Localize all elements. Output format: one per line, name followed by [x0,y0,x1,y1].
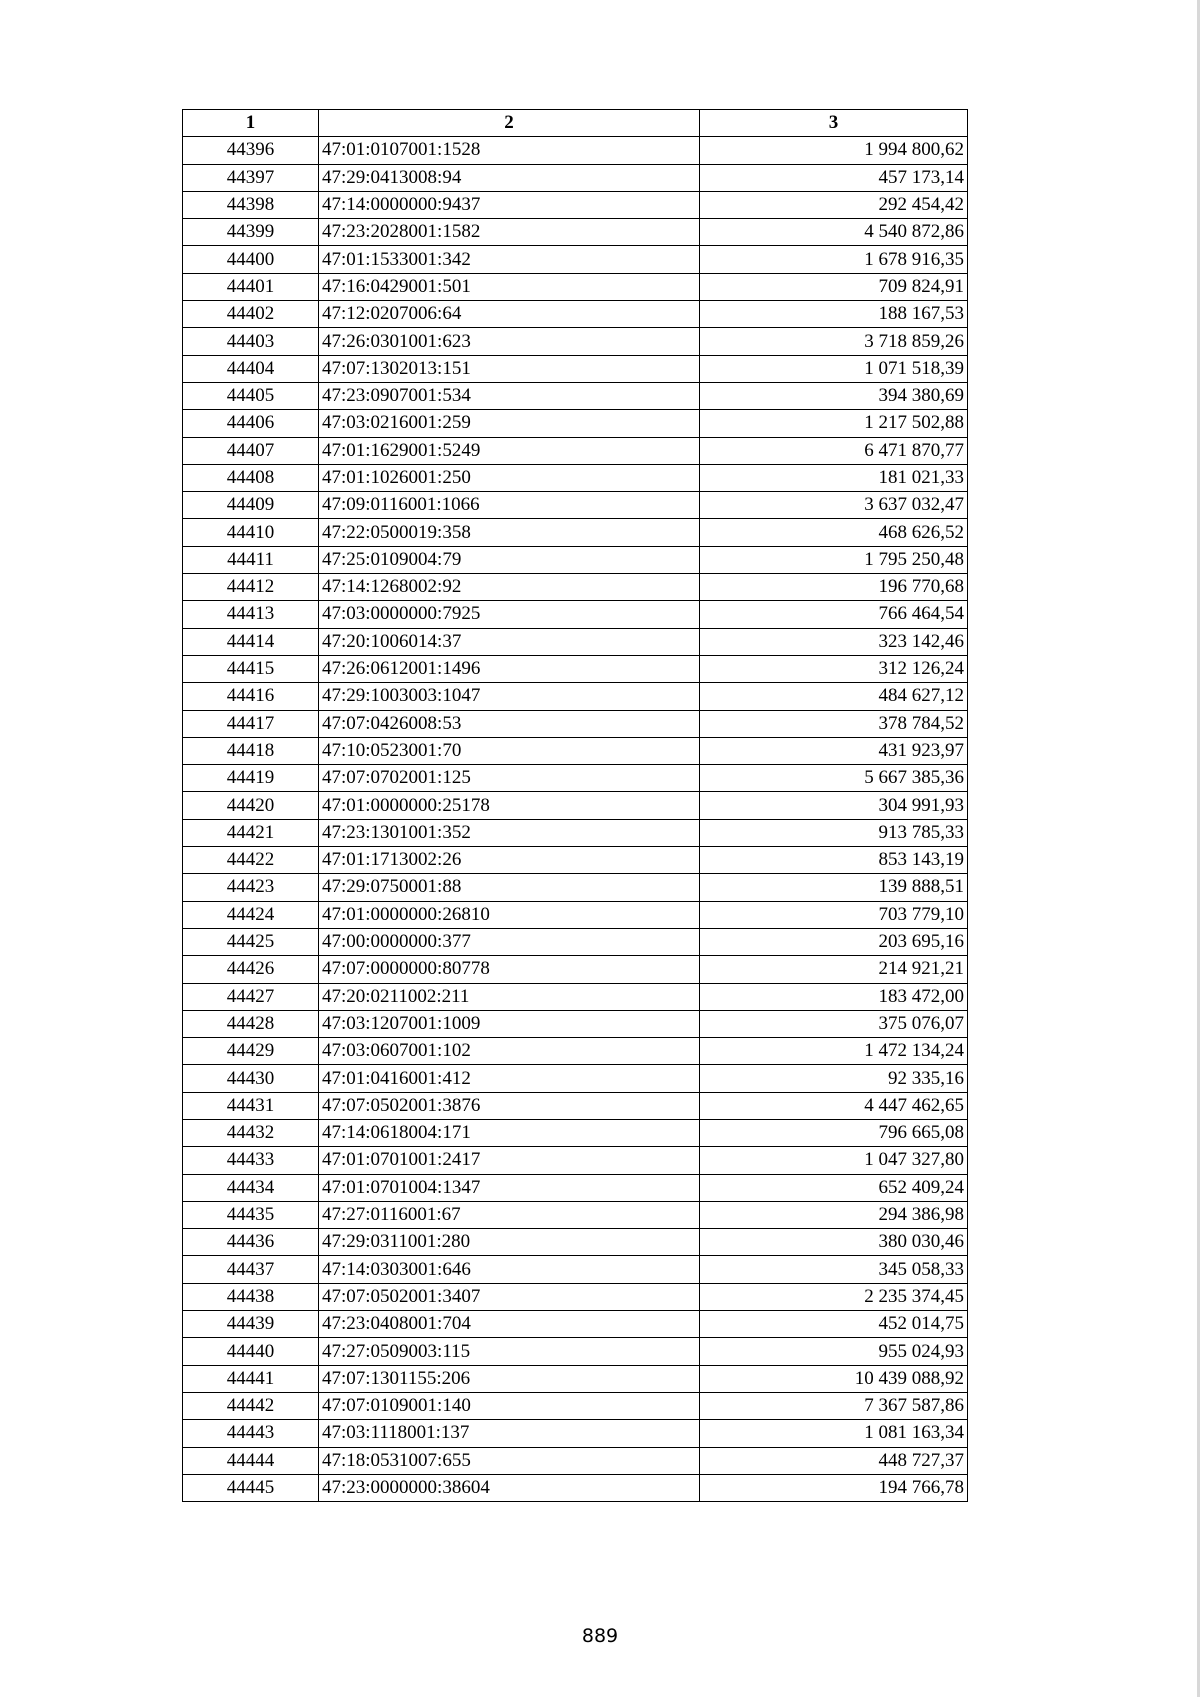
table-row [183,1119,968,1146]
table-row [183,137,968,164]
table-row [183,792,968,819]
value-cell: 312 126,24 [700,655,968,682]
table-row [183,901,968,928]
cadastral-number-cell: 47:23:1301001:352 [319,819,700,846]
table-row [183,328,968,355]
cadastral-number-cell: 47:23:2028001:1582 [319,219,700,246]
row-number-cell: 44444 [183,1447,319,1474]
table-row [183,983,968,1010]
table-row [183,410,968,437]
table-row [183,928,968,955]
cadastral-number-cell: 47:25:0109004:79 [319,546,700,573]
value-cell: 323 142,46 [700,628,968,655]
row-number-cell: 44408 [183,464,319,491]
value-cell: 4 447 462,65 [700,1092,968,1119]
column-header-3: 3 [700,110,968,137]
page-number: 889 [581,1625,619,1647]
row-number-cell: 44399 [183,219,319,246]
value-cell: 7 367 587,86 [700,1392,968,1419]
row-number-cell: 44426 [183,956,319,983]
value-cell: 394 380,69 [700,382,968,409]
table-row [183,655,968,682]
row-number-cell: 44421 [183,819,319,846]
value-cell: 652 409,24 [700,1174,968,1201]
row-number-cell: 44417 [183,710,319,737]
row-number-cell: 44414 [183,628,319,655]
table-row [183,1447,968,1474]
table-row [183,956,968,983]
cadastral-number-cell: 47:03:0607001:102 [319,1038,700,1065]
cadastral-number-cell: 47:03:0000000:7925 [319,601,700,628]
value-cell: 10 439 088,92 [700,1365,968,1392]
table-row [183,492,968,519]
row-number-cell: 44425 [183,928,319,955]
value-cell: 345 058,33 [700,1256,968,1283]
value-cell: 304 991,93 [700,792,968,819]
value-cell: 913 785,33 [700,819,968,846]
value-cell: 183 472,00 [700,983,968,1010]
cadastral-number-cell: 47:14:0303001:646 [319,1256,700,1283]
value-cell: 1 678 916,35 [700,246,968,273]
table-row [183,628,968,655]
cadastral-number-cell: 47:16:0429001:501 [319,273,700,300]
table-row [183,847,968,874]
cadastral-number-cell: 47:07:0702001:125 [319,765,700,792]
value-cell: 955 024,93 [700,1338,968,1365]
table-row [183,273,968,300]
cadastral-number-cell: 47:27:0116001:67 [319,1201,700,1228]
cadastral-number-cell: 47:29:0311001:280 [319,1229,700,1256]
value-cell: 194 766,78 [700,1474,968,1501]
cadastral-number-cell: 47:12:0207006:64 [319,301,700,328]
cadastral-number-cell: 47:01:0701004:1347 [319,1174,700,1201]
cadastral-number-cell: 47:07:0502001:3876 [319,1092,700,1119]
cadastral-number-cell: 47:03:1207001:1009 [319,1010,700,1037]
table-row [183,219,968,246]
row-number-cell: 44410 [183,519,319,546]
value-cell: 452 014,75 [700,1311,968,1338]
value-cell: 292 454,42 [700,191,968,218]
cadastral-number-cell: 47:07:1302013:151 [319,355,700,382]
column-header-1: 1 [183,110,319,137]
table-body [183,137,968,1502]
cadastral-number-cell: 47:07:0426008:53 [319,710,700,737]
table-row [183,246,968,273]
row-number-cell: 44401 [183,273,319,300]
cadastral-number-cell: 47:01:0000000:25178 [319,792,700,819]
table-row [183,574,968,601]
row-number-cell: 44404 [183,355,319,382]
table-row [183,191,968,218]
table-row [183,355,968,382]
row-number-cell: 44432 [183,1119,319,1146]
cadastral-number-cell: 47:14:0618004:171 [319,1119,700,1146]
value-cell: 703 779,10 [700,901,968,928]
row-number-cell: 44445 [183,1474,319,1501]
value-cell: 448 727,37 [700,1447,968,1474]
table-row [183,874,968,901]
row-number-cell: 44435 [183,1201,319,1228]
value-cell: 3 718 859,26 [700,328,968,355]
cadastral-number-cell: 47:09:0116001:1066 [319,492,700,519]
column-header-2: 2 [319,110,700,137]
table-row [183,1092,968,1119]
value-cell: 468 626,52 [700,519,968,546]
cadastral-number-cell: 47:29:0750001:88 [319,874,700,901]
row-number-cell: 44433 [183,1147,319,1174]
row-number-cell: 44398 [183,191,319,218]
table-row [183,382,968,409]
value-cell: 181 021,33 [700,464,968,491]
value-cell: 1 472 134,24 [700,1038,968,1065]
value-cell: 5 667 385,36 [700,765,968,792]
row-number-cell: 44400 [183,246,319,273]
table-row [183,164,968,191]
value-cell: 1 795 250,48 [700,546,968,573]
value-cell: 1 217 502,88 [700,410,968,437]
row-number-cell: 44396 [183,137,319,164]
table-row [183,683,968,710]
table-row [183,710,968,737]
value-cell: 380 030,46 [700,1229,968,1256]
value-cell: 1 047 327,80 [700,1147,968,1174]
cadastral-number-cell: 47:26:0301001:623 [319,328,700,355]
cadastral-number-cell: 47:01:1533001:342 [319,246,700,273]
table-row [183,1174,968,1201]
value-cell: 375 076,07 [700,1010,968,1037]
row-number-cell: 44409 [183,492,319,519]
table-row [183,1201,968,1228]
table-row [183,1147,968,1174]
row-number-cell: 44420 [183,792,319,819]
value-cell: 6 471 870,77 [700,437,968,464]
table-row [183,601,968,628]
table-row [183,1038,968,1065]
cadastral-number-cell: 47:26:0612001:1496 [319,655,700,682]
cadastral-number-cell: 47:18:0531007:655 [319,1447,700,1474]
value-cell: 709 824,91 [700,273,968,300]
cadastral-number-cell: 47:01:0416001:412 [319,1065,700,1092]
table-row [183,1283,968,1310]
value-cell: 196 770,68 [700,574,968,601]
row-number-cell: 44422 [183,847,319,874]
table-header-row [183,110,968,137]
cadastral-number-cell: 47:14:0000000:9437 [319,191,700,218]
row-number-cell: 44434 [183,1174,319,1201]
row-number-cell: 44407 [183,437,319,464]
cadastral-number-cell: 47:22:0500019:358 [319,519,700,546]
table-row [183,819,968,846]
row-number-cell: 44440 [183,1338,319,1365]
value-cell: 1 081 163,34 [700,1420,968,1447]
cadastral-number-cell: 47:01:0000000:26810 [319,901,700,928]
cadastral-number-cell: 47:01:0107001:1528 [319,137,700,164]
table-row [183,301,968,328]
value-cell: 92 335,16 [700,1065,968,1092]
row-number-cell: 44431 [183,1092,319,1119]
data-table [182,109,968,1502]
row-number-cell: 44430 [183,1065,319,1092]
row-number-cell: 44442 [183,1392,319,1419]
cadastral-number-cell: 47:29:1003003:1047 [319,683,700,710]
cadastral-number-cell: 47:10:0523001:70 [319,737,700,764]
value-cell: 3 637 032,47 [700,492,968,519]
value-cell: 766 464,54 [700,601,968,628]
row-number-cell: 44428 [183,1010,319,1037]
table-row [183,1338,968,1365]
row-number-cell: 44423 [183,874,319,901]
cadastral-number-cell: 47:23:0000000:38604 [319,1474,700,1501]
table-row [183,1365,968,1392]
table-row [183,1010,968,1037]
cadastral-number-cell: 47:20:0211002:211 [319,983,700,1010]
row-number-cell: 44397 [183,164,319,191]
cadastral-number-cell: 47:07:0000000:80778 [319,956,700,983]
table-row [183,1474,968,1501]
row-number-cell: 44416 [183,683,319,710]
value-cell: 139 888,51 [700,874,968,901]
value-cell: 1 994 800,62 [700,137,968,164]
value-cell: 853 143,19 [700,847,968,874]
table-row [183,765,968,792]
cadastral-number-cell: 47:23:0907001:534 [319,382,700,409]
row-number-cell: 44437 [183,1256,319,1283]
value-cell: 214 921,21 [700,956,968,983]
value-cell: 484 627,12 [700,683,968,710]
row-number-cell: 44427 [183,983,319,1010]
value-cell: 2 235 374,45 [700,1283,968,1310]
value-cell: 431 923,97 [700,737,968,764]
table-row [183,464,968,491]
cadastral-number-cell: 47:01:1026001:250 [319,464,700,491]
row-number-cell: 44424 [183,901,319,928]
value-cell: 796 665,08 [700,1119,968,1146]
cadastral-number-cell: 47:07:0109001:140 [319,1392,700,1419]
value-cell: 4 540 872,86 [700,219,968,246]
cadastral-number-cell: 47:20:1006014:37 [319,628,700,655]
row-number-cell: 44419 [183,765,319,792]
row-number-cell: 44415 [183,655,319,682]
table-row [183,1065,968,1092]
row-number-cell: 44429 [183,1038,319,1065]
cadastral-number-cell: 47:01:1629001:5249 [319,437,700,464]
value-cell: 378 784,52 [700,710,968,737]
table-row [183,737,968,764]
cadastral-number-cell: 47:27:0509003:115 [319,1338,700,1365]
cadastral-number-cell: 47:00:0000000:377 [319,928,700,955]
cadastral-number-cell: 47:03:1118001:137 [319,1420,700,1447]
row-number-cell: 44438 [183,1283,319,1310]
table-row [183,519,968,546]
cadastral-number-cell: 47:01:1713002:26 [319,847,700,874]
row-number-cell: 44403 [183,328,319,355]
cadastral-number-cell: 47:07:0502001:3407 [319,1283,700,1310]
row-number-cell: 44406 [183,410,319,437]
cadastral-number-cell: 47:03:0216001:259 [319,410,700,437]
table-row [183,1229,968,1256]
cadastral-number-cell: 47:14:1268002:92 [319,574,700,601]
row-number-cell: 44443 [183,1420,319,1447]
table-row [183,1256,968,1283]
table-row [183,1420,968,1447]
row-number-cell: 44439 [183,1311,319,1338]
value-cell: 294 386,98 [700,1201,968,1228]
cadastral-number-cell: 47:01:0701001:2417 [319,1147,700,1174]
table-row [183,1392,968,1419]
row-number-cell: 44441 [183,1365,319,1392]
table-row [183,546,968,573]
row-number-cell: 44402 [183,301,319,328]
table-row [183,1311,968,1338]
value-cell: 1 071 518,39 [700,355,968,382]
row-number-cell: 44436 [183,1229,319,1256]
cadastral-number-cell: 47:23:0408001:704 [319,1311,700,1338]
value-cell: 188 167,53 [700,301,968,328]
row-number-cell: 44412 [183,574,319,601]
cadastral-number-cell: 47:07:1301155:206 [319,1365,700,1392]
cadastral-number-cell: 47:29:0413008:94 [319,164,700,191]
row-number-cell: 44413 [183,601,319,628]
row-number-cell: 44411 [183,546,319,573]
row-number-cell: 44405 [183,382,319,409]
row-number-cell: 44418 [183,737,319,764]
value-cell: 203 695,16 [700,928,968,955]
table-row [183,437,968,464]
value-cell: 457 173,14 [700,164,968,191]
